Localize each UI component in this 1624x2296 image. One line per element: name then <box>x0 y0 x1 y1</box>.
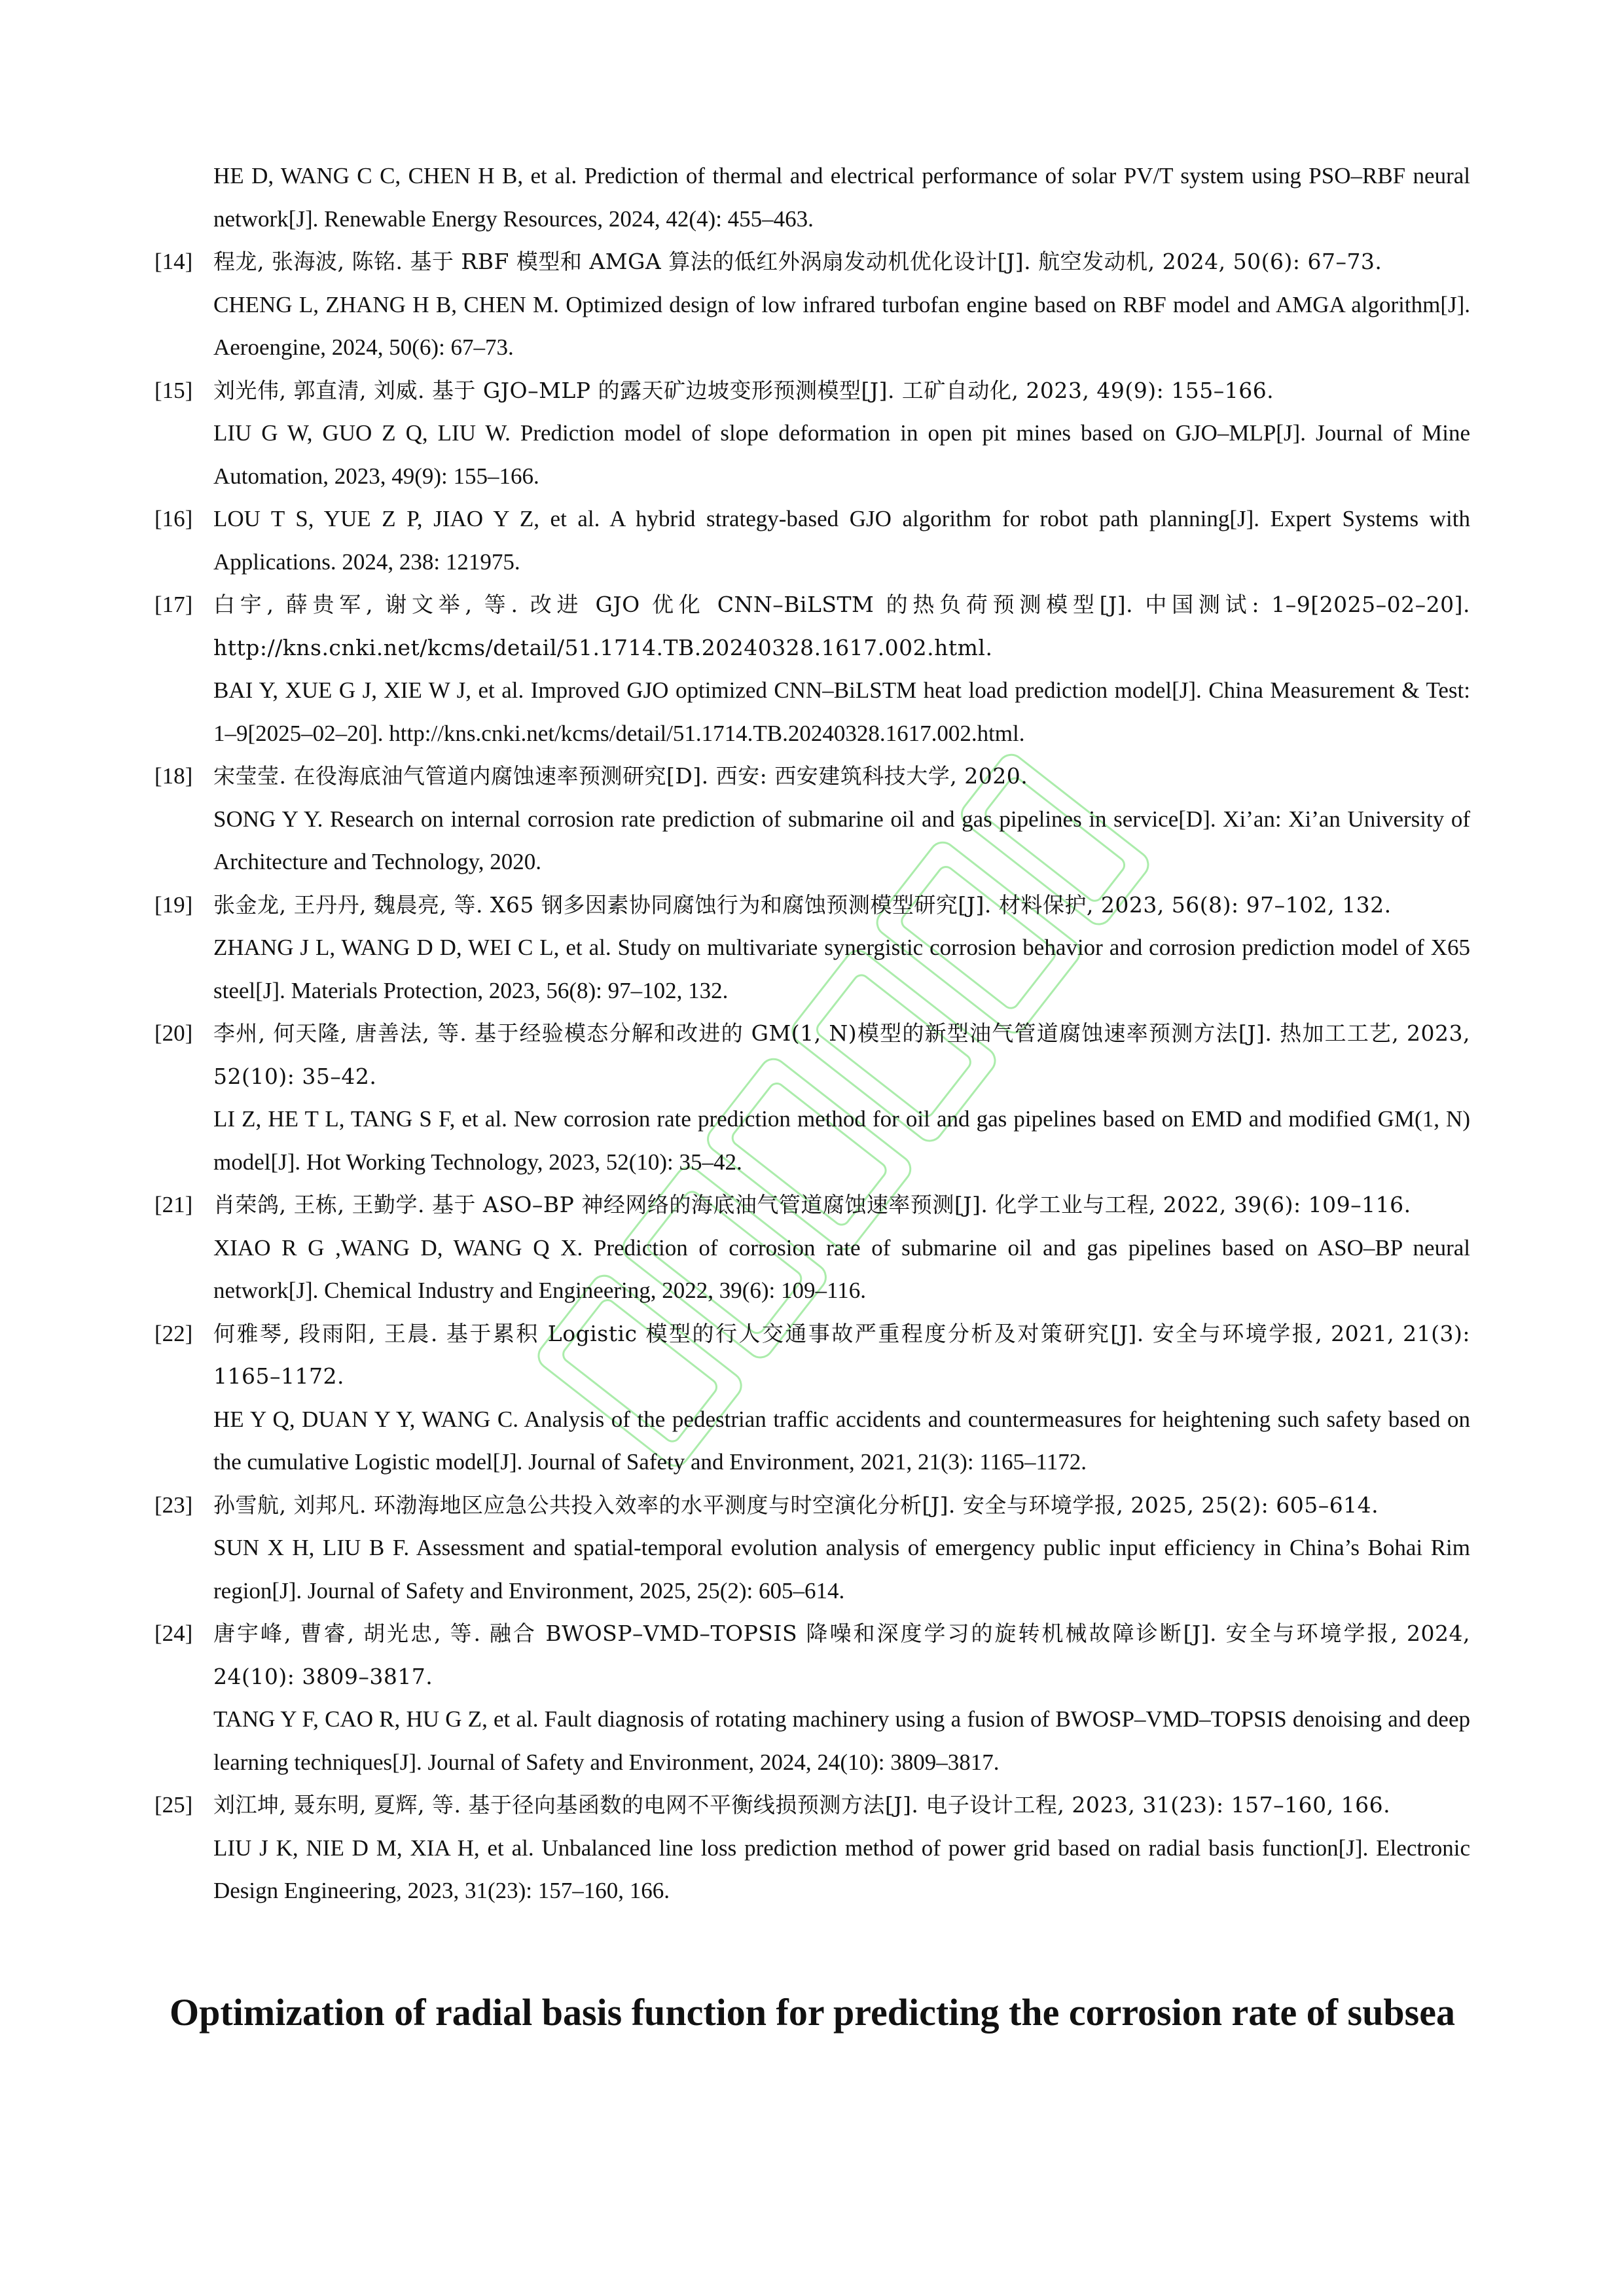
reference-text-chinese: 唐宇峰, 曹睿, 胡光忠, 等. 融合 BWOSP–VMD–TOPSIS 降噪和深度学习的旋转机械故障诊断[J]. 安全与环境学报, 2024, 24(10): 3809–3817. <box>213 1621 1470 1689</box>
reference-entry <box>154 1312 1470 1484</box>
reference-entry <box>154 884 1470 1013</box>
reference-entry <box>154 583 1470 755</box>
reference-text-english: SUN X H, LIU B F. Assessment and spatial-temporal evolution analysis of emergency public input efficiency in China’s Bohai Rim region[J]. Journal of Safety and Environment, 2025, 25(2): 605–614. <box>213 1535 1470 1604</box>
reference-text-english: LOU T S, YUE Z P, JIAO Y Z, et al. A hybrid strategy-based GJO algorithm for robot path planning[J]. Expert Systems with Applications. 2024, 238: 121975. <box>213 506 1470 575</box>
reference-number: [18] <box>154 763 193 789</box>
reference-entry <box>154 1784 1470 1912</box>
reference-entry <box>154 154 1470 240</box>
reference-text-chinese: 刘光伟, 郭直清, 刘威. 基于 GJO–MLP 的露天矿边坡变形预测模型[J]. 工矿自动化, 2023, 49(9): 155–166. <box>213 377 1274 403</box>
reference-text-english: XIAO R G ,WANG D, WANG Q X. Prediction of corrosion rate of submarine oil and gas pipelines based on ASO–BP neural network[J]. Chemical Industry and Engineering, 2022, 39(6): 109–116. <box>213 1234 1470 1303</box>
reference-list <box>154 154 1470 1912</box>
reference-text-english: HE Y Q, DUAN Y Y, WANG C. Analysis of the pedestrian traffic accidents and countermeasures for heightening such safety based on the cumulative Logistic model[J]. Journal of Safety and Environment, 2021, 21(3): 1165–1172. <box>213 1406 1470 1475</box>
reference-entry <box>154 1612 1470 1784</box>
reference-number: [25] <box>154 1792 193 1818</box>
reference-text-english: BAI Y, XUE G J, XIE W J, et al. Improved GJO optimized CNN–BiLSTM heat load prediction model[J]. China Measurement & Test: 1–9[2025–02–20]. http://kns.cnki.net/kcms/detail/51.1714.TB.20240328.1617.002.html. <box>213 677 1470 746</box>
reference-text-english: LIU G W, GUO Z Q, LIU W. Prediction model of slope deformation in open pit mines based on GJO–MLP[J]. Journal of Mine Automation, 2023, 49(9): 155–166. <box>213 420 1470 489</box>
reference-text-english: LI Z, HE T L, TANG S F, et al. New corrosion rate prediction method for oil and gas pipelines based on EMD and modified GM(1, N) model[J]. Hot Working Technology, 2023, 52(10): 35–42. <box>213 1106 1470 1175</box>
reference-number: [14] <box>154 249 193 274</box>
reference-number: [22] <box>154 1320 193 1346</box>
reference-text-chinese: 肖荣鸽, 王栋, 王勤学. 基于 ASO–BP 神经网络的海底油气管道腐蚀速率预测[J]. 化学工业与工程, 2022, 39(6): 109–116. <box>213 1192 1411 1217</box>
reference-number: [20] <box>154 1020 193 1046</box>
reference-text-english: CHENG L, ZHANG H B, CHEN M. Optimized design of low infrared turbofan engine based on RBF model and AMGA algorithm[J]. Aeroengine, 2024, 50(6): 67–73. <box>213 291 1470 360</box>
reference-entry <box>154 1484 1470 1613</box>
reference-number: [24] <box>154 1621 193 1646</box>
reference-number: [17] <box>154 592 193 617</box>
reference-number: [19] <box>154 891 193 918</box>
reference-text-chinese: 张金龙, 王丹丹, 魏晨亮, 等. X65 钢多因素协同腐蚀行为和腐蚀预测模型研究[J]. 材料保护, 2023, 56(8): 97–102, 132. <box>213 891 1392 918</box>
reference-entry <box>154 1012 1470 1183</box>
reference-text-english: HE D, WANG C C, CHEN H B, et al. Prediction of thermal and electrical performance of solar PV/T system using PSO–RBF neural network[J]. Renewable Energy Resources, 2024, 42(4): 455–463. <box>213 163 1470 232</box>
reference-entry <box>154 240 1470 369</box>
reference-text-chinese: 程龙, 张海波, 陈铭. 基于 RBF 模型和 AMGA 算法的低红外涡扇发动机优化设计[J]. 航空发动机, 2024, 50(6): 67–73. <box>213 249 1382 274</box>
reference-number: [16] <box>154 506 193 531</box>
reference-text-chinese: 孙雪航, 刘邦凡. 环渤海地区应急公共投入效率的水平测度与时空演化分析[J]. 安全与环境学报, 2025, 25(2): 605–614. <box>213 1492 1379 1518</box>
reference-number: [21] <box>154 1192 193 1217</box>
reference-number: [23] <box>154 1492 193 1518</box>
reference-text-chinese: 刘江坤, 聂东明, 夏辉, 等. 基于径向基函数的电网不平衡线损预测方法[J]. 电子设计工程, 2023, 31(23): 157–160, 166. <box>213 1792 1391 1818</box>
reference-text-chinese: 宋莹莹. 在役海底油气管道内腐蚀速率预测研究[D]. 西安: 西安建筑科技大学, 2020. <box>213 763 1028 789</box>
english-paper-title: Optimization of radial basis function for predicting the corrosion rate of subsea <box>170 1991 1455 2034</box>
reference-entry <box>154 1183 1470 1312</box>
reference-text-english: TANG Y F, CAO R, HU G Z, et al. Fault diagnosis of rotating machinery using a fusion of BWOSP–VMD–TOPSIS denoising and deep learning techniques[J]. Journal of Safety and Environment, 2024, 24(10): 3809–3817. <box>213 1706 1470 1775</box>
reference-text-chinese: 李州, 何天隆, 唐善法, 等. 基于经验模态分解和改进的 GM(1, N)模型的新型油气管道腐蚀速率预测方法[J]. 热加工工艺, 2023, 52(10): 35–42. <box>213 1020 1470 1089</box>
reference-entry <box>154 369 1470 498</box>
reference-entry <box>154 755 1470 884</box>
reference-text-chinese: 何雅琴, 段雨阳, 王晨. 基于累积 Logistic 模型的行人交通事故严重程度分析及对策研究[J]. 安全与环境学报, 2021, 21(3): 1165–1172. <box>213 1320 1470 1389</box>
reference-text-english: LIU J K, NIE D M, XIA H, et al. Unbalanced line loss prediction method of power grid based on radial basis function[J]. Electronic Design Engineering, 2023, 31(23): 157–160, 166. <box>213 1835 1470 1903</box>
reference-entry <box>154 497 1470 583</box>
reference-number: [15] <box>154 377 193 403</box>
reference-text-english: SONG Y Y. Research on internal corrosion rate prediction of submarine oil and gas pipelines in service[D]. Xi’an: Xi’an University of Architecture and Technology, 2020. <box>213 806 1470 874</box>
reference-text-chinese: 白宇, 薛贵军, 谢文举, 等. 改进 GJO 优化 CNN–BiLSTM 的热负荷预测模型[J]. 中国测试: 1–9[2025–02–20]. http://kns.cnki.net/kcms/detail/51.1714.TB.20240328.1617.002.html. <box>213 592 1470 660</box>
reference-text-english: ZHANG J L, WANG D D, WEI C L, et al. Study on multivariate synergistic corrosion behavior and corrosion prediction model of X65 steel[J]. Materials Protection, 2023, 56(8): 97–102, 132. <box>213 935 1470 1003</box>
